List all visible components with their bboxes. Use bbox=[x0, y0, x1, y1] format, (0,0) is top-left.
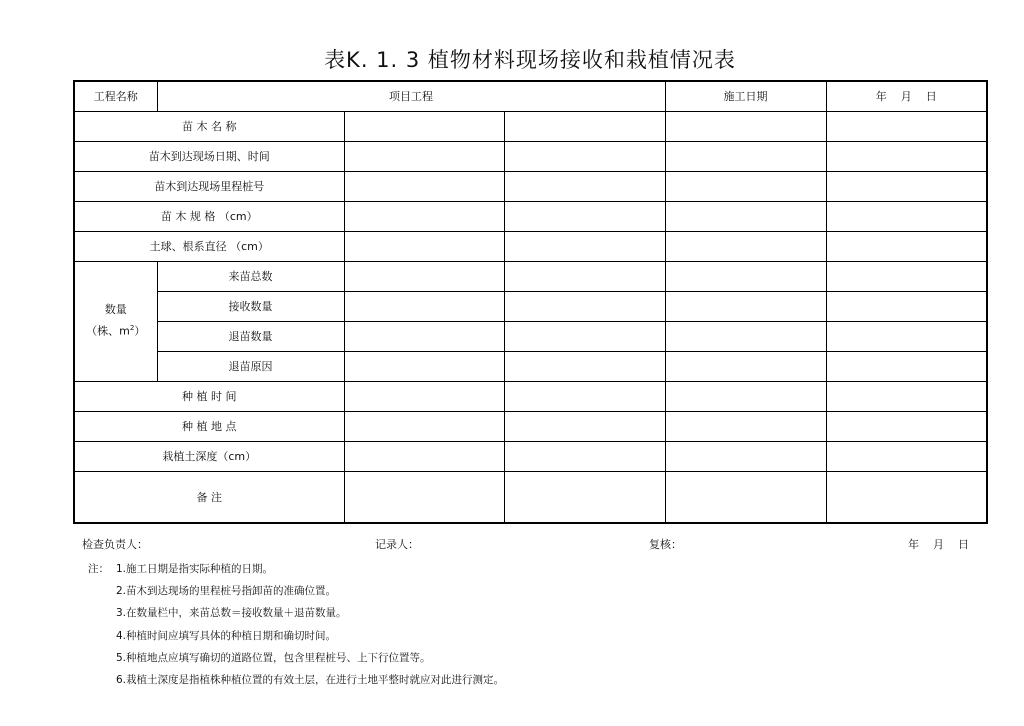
project-name-value[interactable]: 项目工程 bbox=[157, 81, 665, 111]
note-item: 4.种植时间应填写具体的种植日期和确切时间。 bbox=[116, 629, 337, 642]
table-cell[interactable] bbox=[344, 471, 504, 523]
quantity-group-label bbox=[74, 261, 157, 381]
table-cell[interactable] bbox=[826, 111, 987, 141]
row-label-arrival-mileage: 苗木到达现场里程桩号 bbox=[74, 171, 344, 201]
construction-date-value[interactable]: 年 月 日 bbox=[826, 81, 987, 111]
table-cell[interactable] bbox=[344, 441, 504, 471]
table-cell[interactable] bbox=[504, 381, 665, 411]
table-cell[interactable] bbox=[826, 471, 987, 523]
table-row bbox=[74, 351, 987, 381]
table-cell[interactable] bbox=[826, 321, 987, 351]
note-item: 5.种植地点应填写确切的道路位置，包含里程桩号、上下行位置等。 bbox=[116, 651, 431, 664]
table-cell[interactable] bbox=[504, 291, 665, 321]
note-item: 6.栽植土深度是指植株种植位置的有效土层，在进行土地平整时就应对此进行测定。 bbox=[116, 674, 505, 687]
planting-record-table bbox=[73, 80, 988, 524]
note-item: 2.苗木到达现场的里程桩号指卸苗的准确位置。 bbox=[116, 585, 337, 598]
table-cell[interactable] bbox=[504, 261, 665, 291]
row-label-root-ball: 土球、根系直径 （cm） bbox=[74, 231, 344, 261]
table-cell[interactable] bbox=[504, 411, 665, 441]
form-title: 表K. 1. 3 植物材料现场接收和栽植情况表 bbox=[324, 48, 736, 72]
header-row bbox=[74, 81, 987, 111]
table-cell[interactable] bbox=[826, 291, 987, 321]
table-cell[interactable] bbox=[504, 321, 665, 351]
table-cell[interactable] bbox=[504, 141, 665, 171]
table-cell[interactable] bbox=[504, 471, 665, 523]
table-row bbox=[74, 441, 987, 471]
table-row bbox=[74, 381, 987, 411]
table-cell[interactable] bbox=[665, 471, 826, 523]
table-cell[interactable] bbox=[344, 111, 504, 141]
table-cell[interactable] bbox=[826, 381, 987, 411]
table-row bbox=[74, 111, 987, 141]
footer-date: 年 月 日 bbox=[908, 538, 969, 551]
table-cell[interactable] bbox=[344, 261, 504, 291]
table-row bbox=[74, 411, 987, 441]
notes-label: 注： bbox=[88, 563, 109, 575]
table-cell[interactable] bbox=[344, 171, 504, 201]
row-label-planting-time: 种 植 时 间 bbox=[74, 381, 344, 411]
table-cell[interactable] bbox=[504, 351, 665, 381]
row-label-planting-location: 种 植 地 点 bbox=[74, 411, 344, 441]
table-row bbox=[74, 321, 987, 351]
row-label-arrival-datetime: 苗木到达现场日期、时间 bbox=[74, 141, 344, 171]
table-cell[interactable] bbox=[344, 411, 504, 441]
table-cell[interactable] bbox=[665, 111, 826, 141]
table-cell[interactable] bbox=[665, 201, 826, 231]
table-cell[interactable] bbox=[504, 201, 665, 231]
table-cell[interactable] bbox=[826, 261, 987, 291]
table-cell[interactable] bbox=[344, 321, 504, 351]
table-cell[interactable] bbox=[826, 351, 987, 381]
table-cell[interactable] bbox=[665, 171, 826, 201]
table-cell[interactable] bbox=[826, 441, 987, 471]
row-label-seedling-spec: 苗 木 规 格 （cm） bbox=[74, 201, 344, 231]
table-cell[interactable] bbox=[504, 111, 665, 141]
table-cell[interactable] bbox=[826, 201, 987, 231]
table-cell[interactable] bbox=[344, 351, 504, 381]
table-row bbox=[74, 291, 987, 321]
project-name-label: 工程名称 bbox=[74, 81, 157, 111]
table-row bbox=[74, 141, 987, 171]
table-row bbox=[74, 231, 987, 261]
note-item: 1.施工日期是指实际种植的日期。 bbox=[116, 563, 274, 575]
reviewer-label: 复核： bbox=[649, 538, 682, 551]
table-cell[interactable] bbox=[826, 231, 987, 261]
row-label-accepted-qty: 接收数量 bbox=[157, 291, 344, 321]
notes-list bbox=[116, 558, 504, 691]
row-label-total-received: 来苗总数 bbox=[157, 261, 344, 291]
table-cell[interactable] bbox=[665, 231, 826, 261]
table-cell[interactable] bbox=[665, 141, 826, 171]
row-label-seedling-name: 苗 木 名 称 bbox=[74, 111, 344, 141]
table-row bbox=[74, 261, 987, 291]
table-cell[interactable] bbox=[504, 441, 665, 471]
table-cell[interactable] bbox=[344, 291, 504, 321]
row-label-returned-qty: 退苗数量 bbox=[157, 321, 344, 351]
table-row bbox=[74, 471, 987, 523]
table-cell[interactable] bbox=[504, 231, 665, 261]
table-cell[interactable] bbox=[344, 231, 504, 261]
note-item: 3.在数量栏中，来苗总数＝接收数量＋退苗数量。 bbox=[116, 607, 347, 620]
table-cell[interactable] bbox=[826, 171, 987, 201]
quantity-label-line2: （株、$m^2$） bbox=[86, 324, 146, 338]
construction-date-label: 施工日期 bbox=[665, 81, 826, 111]
row-label-return-reason: 退苗原因 bbox=[157, 351, 344, 381]
inspector-label: 检查负责人： bbox=[82, 538, 148, 551]
table-cell[interactable] bbox=[665, 441, 826, 471]
table-cell[interactable] bbox=[344, 381, 504, 411]
row-label-remarks: 备 注 bbox=[74, 471, 344, 523]
table-cell[interactable] bbox=[665, 411, 826, 441]
table-cell[interactable] bbox=[665, 291, 826, 321]
table-cell[interactable] bbox=[665, 381, 826, 411]
recorder-label: 记录人： bbox=[375, 538, 419, 551]
table-cell[interactable] bbox=[504, 171, 665, 201]
table-cell[interactable] bbox=[344, 201, 504, 231]
table-cell[interactable] bbox=[665, 351, 826, 381]
table-cell[interactable] bbox=[826, 141, 987, 171]
table-cell[interactable] bbox=[344, 141, 504, 171]
table-cell[interactable] bbox=[665, 261, 826, 291]
table-cell[interactable] bbox=[665, 321, 826, 351]
table-row bbox=[74, 171, 987, 201]
table-cell[interactable] bbox=[826, 411, 987, 441]
row-label-soil-depth: 栽植土深度（cm） bbox=[74, 441, 344, 471]
quantity-label-line1: 数量 bbox=[104, 303, 127, 317]
table-row bbox=[74, 201, 987, 231]
